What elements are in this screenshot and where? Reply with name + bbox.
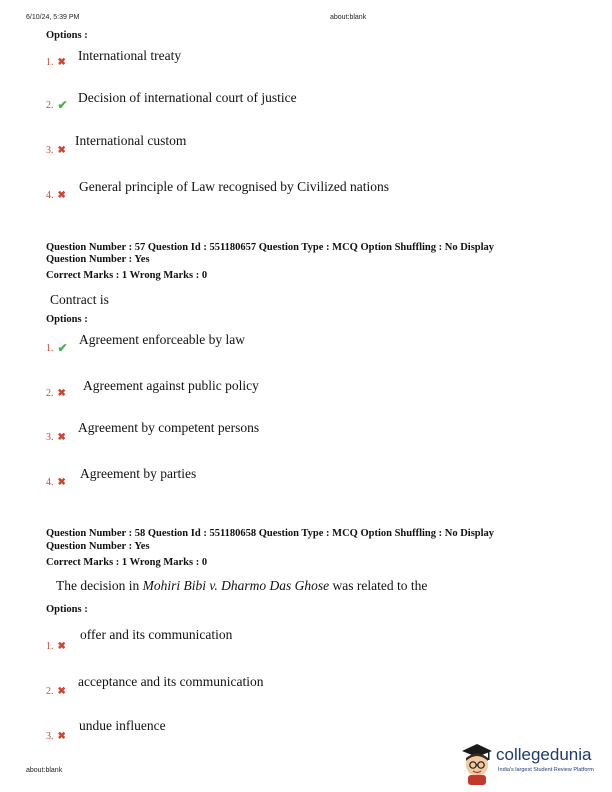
check-icon: ✔ [57,341,68,355]
cross-icon: ✖ [57,145,66,156]
option-number [46,477,66,488]
print-footer-url: about:blank [26,767,63,774]
print-timestamp: 6/10/24, 5:39 PM [26,14,80,21]
student-mascot-icon [458,741,496,785]
options-label: Options : [46,314,88,325]
option-text: Agreement enforceable by law [79,332,246,347]
options-label: Options : [46,604,88,615]
option-number [46,145,66,156]
option-index: 1. [46,641,54,652]
question-number-line: Question Number : Yes [46,541,150,552]
option-index: 3. [46,145,54,156]
option-index: 2. [46,686,54,697]
cross-icon: ✖ [57,641,66,652]
option-number [46,190,66,201]
cross-icon: ✖ [57,686,66,697]
cross-icon: ✖ [57,57,66,68]
cross-icon: ✖ [57,388,66,399]
print-url: about:blank [330,14,367,21]
option-number [46,341,68,356]
cross-icon: ✖ [57,432,66,443]
option-number [46,388,66,399]
option-text: Decision of international court of justice [78,90,297,105]
option-number [46,731,66,742]
option-number [46,686,66,697]
question-stem [56,578,427,594]
option-index: 1. [46,343,54,354]
marks-line: Correct Marks : 1 Wrong Marks : 0 [46,557,208,568]
option-text: offer and its communication [80,627,233,642]
option-number [46,57,66,68]
option-index: 3. [46,731,54,742]
option-text: Agreement by parties [80,466,197,481]
question-header: Question Number : 57 Question Id : 551180657 Question Type : MCQ Option Shuffling : No Display [46,242,495,253]
option-number [46,432,66,443]
option-index: 2. [46,100,54,111]
cross-icon: ✖ [57,190,66,201]
option-text: General principle of Law recognised by Civilized nations [79,179,390,194]
option-index: 2. [46,388,54,399]
option-text: acceptance and its communication [78,674,264,689]
option-text: International custom [75,133,187,148]
cross-icon: ✖ [57,731,66,742]
option-index: 3. [46,432,54,443]
option-text: International treaty [78,48,182,63]
option-number [46,641,66,652]
check-icon: ✔ [57,98,68,112]
option-text: undue influence [79,718,166,733]
question-number-line: Question Number : Yes [46,254,150,265]
option-text: Agreement against public policy [83,378,259,393]
option-index: 4. [46,190,54,201]
marks-line: Correct Marks : 1 Wrong Marks : 0 [46,270,208,281]
option-number [46,98,68,113]
logo-wordmark: collegedunia [496,745,592,764]
options-label: Options : [46,30,88,41]
stem-suffix: was related to the [329,578,428,593]
case-name: Mohiri Bibi v. Dharmo Das Ghose [142,578,330,593]
cross-icon: ✖ [57,477,66,488]
stem-prefix: The decision in [56,578,143,593]
option-index: 4. [46,477,54,488]
question-stem: Contract is [50,292,109,307]
collegedunia-logo [458,741,608,787]
question-header: Question Number : 58 Question Id : 551180658 Question Type : MCQ Option Shuffling : No Display [46,528,495,539]
option-text: Agreement by competent persons [78,420,260,435]
option-index: 1. [46,57,54,68]
logo-tagline: India's largest Student Review Platform [498,767,594,773]
